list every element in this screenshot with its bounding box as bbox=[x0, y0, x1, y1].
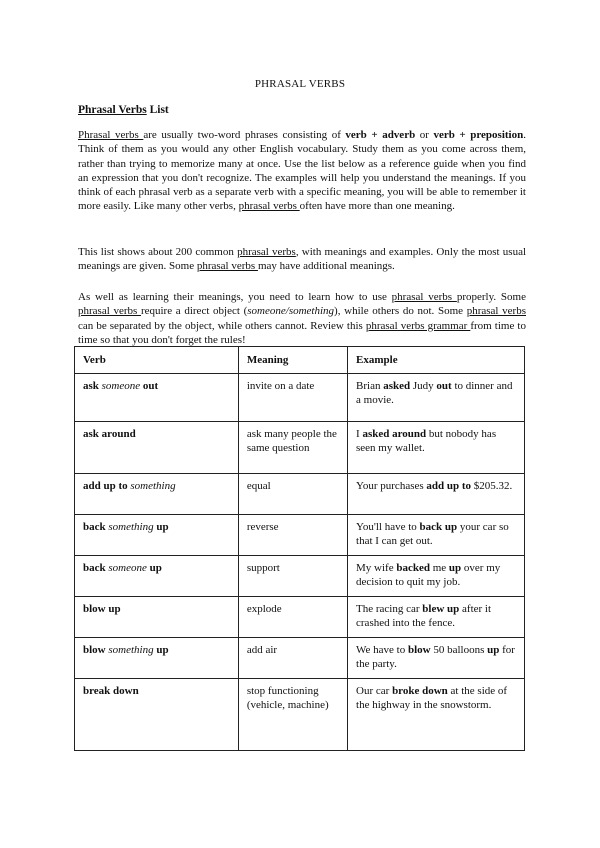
verb-cell: ask someone out bbox=[75, 374, 239, 422]
phrasal-verbs-link[interactable]: Phrasal verbs bbox=[78, 129, 144, 141]
table-row bbox=[75, 422, 525, 474]
phrasal-verbs-table bbox=[74, 346, 525, 751]
example-cell: Our car broke down at the side of the highway in the snowstorm. bbox=[348, 679, 525, 751]
example-cell: I asked around but nobody has seen my wallet. bbox=[348, 422, 525, 474]
section-heading-rest: List bbox=[146, 104, 169, 116]
meaning-cell: equal bbox=[238, 474, 347, 515]
example-column-header: Example bbox=[348, 347, 525, 374]
table-header-row bbox=[75, 347, 525, 374]
verb-cell: break down bbox=[75, 679, 239, 751]
phrasal-verbs-link[interactable]: phrasal verbs bbox=[466, 305, 526, 318]
table-row bbox=[75, 556, 525, 597]
usage-paragraph: As well as learning their meanings, you need to learn how to use phrasal verbs properly. Some phrasal verbs require a direct object (someone/something), while others do not. Some phrasal verbs can be separated by the object, while others cannot. Review this phrasal verbs grammar from time to time so that you don't forget the rules! bbox=[78, 291, 526, 346]
verb-cell: back someone up bbox=[75, 556, 239, 597]
phrasal-verbs-link[interactable]: phrasal verbs bbox=[196, 260, 258, 273]
example-cell: Brian asked Judy out to dinner and a movie. bbox=[348, 374, 525, 422]
verb-cell: add up to something bbox=[75, 474, 239, 515]
verb-cell: blow something up bbox=[75, 638, 239, 679]
table-row bbox=[75, 474, 525, 515]
list-description-paragraph: This list shows about 200 common phrasal verbs, with meanings and examples. Only the most usual meanings are given. Some phrasal verbs may have additional meanings. bbox=[78, 246, 527, 273]
example-cell: The racing car blew up after it crashed into the fence. bbox=[348, 597, 525, 638]
table-row bbox=[75, 515, 525, 556]
table-row bbox=[75, 374, 525, 422]
verb-column-header: Verb bbox=[75, 347, 239, 374]
meaning-cell: invite on a date bbox=[238, 374, 347, 422]
meaning-cell: support bbox=[238, 556, 347, 597]
table-row bbox=[75, 679, 525, 751]
page-title: PHRASAL VERBS bbox=[254, 78, 346, 90]
section-heading bbox=[78, 104, 169, 116]
meaning-cell: stop functioning (vehicle, machine) bbox=[238, 679, 347, 751]
meaning-cell: reverse bbox=[238, 515, 347, 556]
phrasal-verbs-grammar-link[interactable]: phrasal verbs grammar bbox=[365, 319, 471, 332]
table-row bbox=[75, 597, 525, 638]
phrasal-verbs-link[interactable]: phrasal verbs bbox=[237, 246, 296, 258]
table-body bbox=[75, 374, 525, 751]
phrasal-verbs-link[interactable]: phrasal verbs bbox=[238, 200, 300, 213]
example-cell: You'll have to back up your car so that I can get out. bbox=[348, 515, 525, 556]
meaning-cell: explode bbox=[238, 597, 347, 638]
verb-cell: blow up bbox=[75, 597, 239, 638]
meaning-cell: add air bbox=[238, 638, 347, 679]
phrasal-verbs-link[interactable]: phrasal verbs bbox=[391, 291, 457, 303]
verb-cell: back something up bbox=[75, 515, 239, 556]
example-cell: My wife backed me up over my decision to quit my job. bbox=[348, 556, 525, 597]
meaning-cell: ask many people the same question bbox=[238, 422, 347, 474]
meaning-column-header: Meaning bbox=[238, 347, 347, 374]
verb-cell: ask around bbox=[75, 422, 239, 474]
phrasal-verbs-link[interactable]: phrasal verbs bbox=[78, 305, 141, 318]
section-heading-main: Phrasal Verbs bbox=[78, 104, 147, 116]
example-cell: We have to blow 50 balloons up for the party. bbox=[348, 638, 525, 679]
example-cell: Your purchases add up to $205.32. bbox=[348, 474, 525, 515]
table-row bbox=[75, 638, 525, 679]
intro-paragraph: Phrasal verbs are usually two-word phrases consisting of verb + adverb or verb + preposition. Think of them as you would any other English vocabulary. Study them as you come across them, rather than trying to memorize many at once. Use the list below as a reference guide when you find an expression that you don't recognize. The examples will help you understand the meanings. If you think of each phrasal verb as a separate verb with a specific meaning, you will be able to remember it more easily. Like many other verbs, phrasal verbs often have more than one meaning. bbox=[78, 129, 526, 213]
